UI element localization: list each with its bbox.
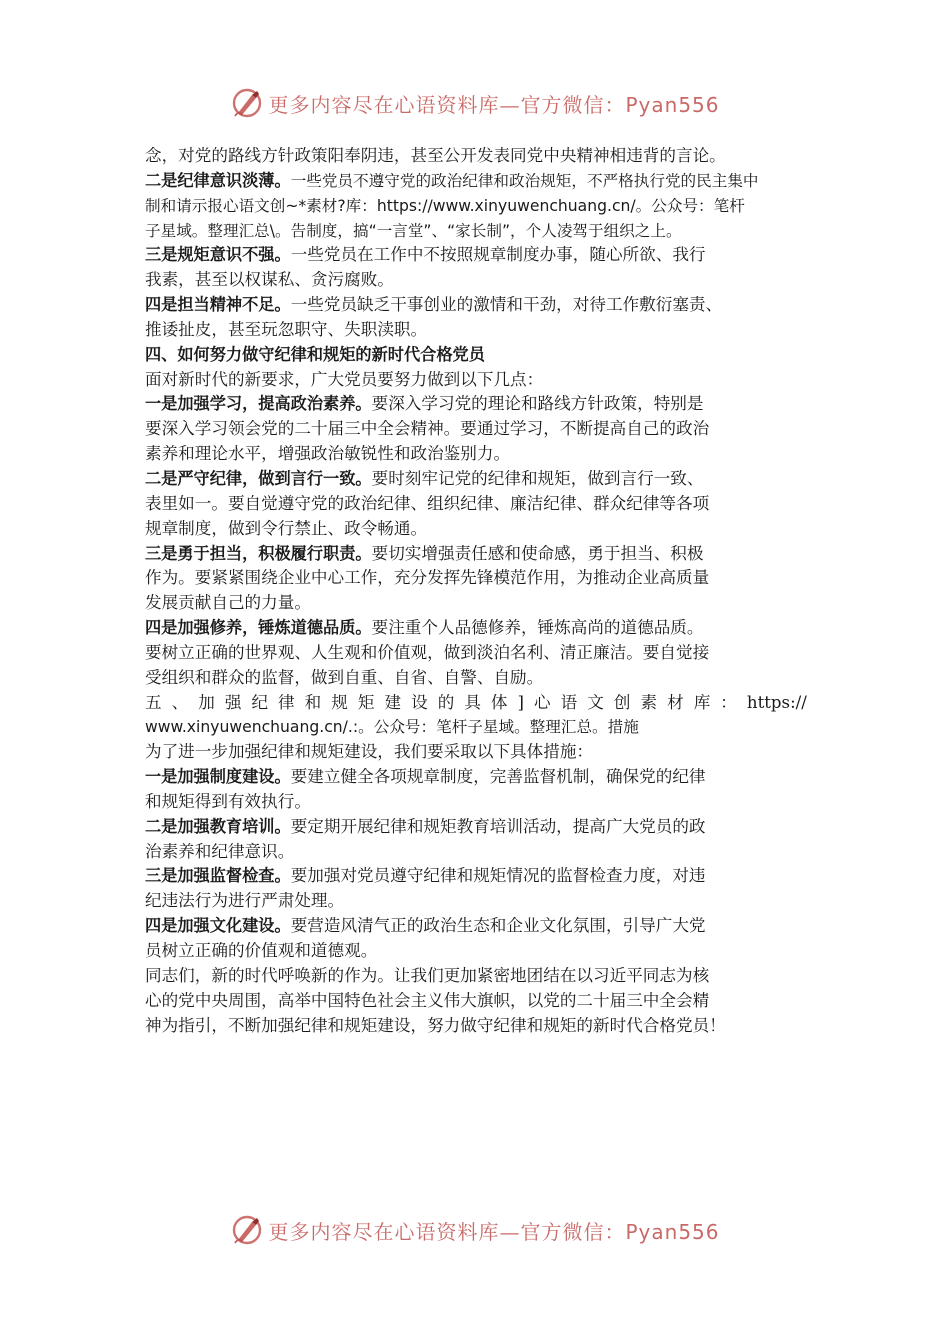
body-text: 创 (613, 692, 631, 712)
body-text: 、 (171, 692, 189, 712)
text-line (145, 442, 807, 467)
body-text: 体 (490, 692, 508, 712)
watermark-text-cn: 更多内容尽在心语资料库—官方微信： (268, 1219, 626, 1244)
text-line (145, 318, 807, 343)
text-line (145, 542, 807, 567)
body-text: 心 (534, 692, 551, 712)
document-body (145, 144, 807, 1038)
body-text: 具 (464, 692, 481, 712)
text-line (145, 417, 807, 442)
text-line (145, 790, 807, 815)
watermark-text (268, 1216, 719, 1245)
body-text: 念，对党的路线方针政策阳奉阴违，甚至公开发表同党中央精神相违背的言论。 (145, 146, 726, 165)
body-text: 素养和理论水平，增强政治敏锐性和政治鉴别力。 (145, 444, 511, 464)
body-text: 要深入学习党的理论和路线方针政策，特别是 (371, 394, 704, 414)
body-text: 要树立正确的世界观、人生观和价值观，做到淡泊名利、清正廉洁。要自觉接 (145, 642, 710, 662)
bold-heading-text: 四是加强文化建设。 (145, 916, 291, 936)
body-text: www.xinyuwenchuang.cn/.:。公众号：笔杆子星域。整理汇总。措施 (145, 718, 639, 737)
bold-heading-text: 三是勇于担当，积极履行职责。 (145, 543, 372, 563)
body-text: 面对新时代的新要求，广大党员要努力做到以下几点： (145, 369, 544, 389)
body-text: 要营造风清气正的政治生态和企业文化氛围，引导广大党 (290, 916, 706, 936)
body-text: 规章制度，做到令行禁止、政令畅通。 (145, 518, 428, 538)
bold-heading-text: 三是加强监督检查。 (145, 866, 291, 886)
body-text: 建 (384, 692, 402, 712)
body-text: 文 (587, 692, 604, 712)
body-text: 治素养和纪律意识。 (145, 841, 295, 861)
watermark-wechat-id: Pyan556 (625, 92, 720, 117)
body-text: 要加强对党员遵守纪律和规矩情况的监督检查力度，对违 (290, 866, 706, 886)
text-line (145, 368, 807, 393)
bold-heading-text: 四是担当精神不足。 (145, 295, 291, 315)
text-line (145, 641, 807, 666)
body-text: 强 (224, 692, 242, 712)
body-text: 律 (278, 692, 295, 712)
body-text: 要深入学习领会党的二十届三中全会精神。要通过学习，不断提高自己的政治 (145, 419, 710, 439)
body-text: ] (517, 692, 525, 712)
body-text: 纪 (251, 692, 269, 712)
body-text: 一些党员缺乏干事创业的激情和干劲，对待工作敷衍塞责、 (290, 295, 723, 315)
pen-nib-icon (230, 1213, 264, 1247)
header-watermark-banner (0, 83, 950, 123)
body-text: 子星域。整理汇总\。告制度，搞“一言堂”、“家长制”，个人凌驾于组织之上。 (145, 221, 682, 240)
text-line (145, 864, 807, 889)
body-text: 要时刻牢记党的纪律和规矩，做到言行一致、 (371, 468, 704, 488)
body-text: 的 (437, 692, 455, 712)
body-text: https:// (746, 692, 807, 712)
body-text: 表里如一。要自觉遵守党的政治纪律、组织纪律、廉洁纪律、群众纪律等各项 (145, 493, 710, 513)
body-text: 和 (304, 692, 322, 712)
bold-heading-text: 四是加强修养，锤炼道德品质。 (145, 618, 372, 638)
body-text: 制和请示报心语文创~*素材?库：https://www.xinyuwenchuang.cn/。公众号：笔杆 (145, 196, 745, 215)
body-text: 神为指引，不断加强纪律和规矩建设，努力做守纪律和规矩的新时代合格党员！ (145, 1015, 726, 1035)
body-text: 和规矩得到有效执行。 (145, 791, 311, 811)
text-line (145, 691, 807, 716)
body-text: 作为。要紧紧围绕企业中心工作，充分发挥先锋模范作用，为推动企业高质量 (145, 568, 710, 588)
body-text: 要注重个人品德修养，锤炼高尚的道德品质。 (371, 618, 704, 638)
pen-nib-icon (230, 86, 264, 120)
body-text: 要建立健全各项规章制度，完善监督机制，确保党的纪律 (290, 767, 706, 787)
body-text: 发展贡献自己的力量。 (145, 593, 311, 613)
text-line (145, 715, 807, 740)
text-line (145, 591, 807, 616)
text-line (145, 194, 807, 219)
body-text: 矩 (357, 692, 375, 712)
watermark-wechat-id: Pyan556 (625, 1219, 720, 1244)
footer-watermark-banner (0, 1210, 950, 1250)
text-line (145, 840, 807, 865)
text-line (145, 517, 807, 542)
watermark-text-cn: 更多内容尽在心语资料库—官方微信： (268, 92, 626, 117)
body-text: 推诿扯皮，甚至玩忽职守、失职渎职。 (145, 319, 428, 339)
body-text: 五 (145, 692, 162, 712)
bold-heading-text: 二是加强教育培训。 (145, 816, 291, 836)
text-line (145, 268, 807, 293)
bold-heading-text: 二是纪律意识淡薄。 (145, 170, 291, 190)
text-line (145, 566, 807, 591)
body-text: ： (720, 692, 737, 712)
text-line (145, 964, 807, 989)
text-line (145, 492, 807, 517)
text-line (145, 219, 807, 244)
body-text: 受组织和群众的监督，做到自重、自省、自警、自励。 (145, 667, 544, 687)
text-line (145, 467, 807, 492)
bold-heading-text: 二是严守纪律，做到言行一致。 (145, 468, 372, 488)
body-text: 材 (667, 692, 684, 712)
watermark-text (268, 89, 719, 118)
body-text: 要切实增强责任感和使命感，勇于担当、积极 (371, 543, 704, 563)
body-text: 语 (560, 692, 578, 712)
text-line (145, 144, 807, 169)
body-text: 员树立正确的价值观和道德观。 (145, 941, 378, 960)
body-text: 我素，甚至以权谋私、贪污腐败。 (145, 270, 394, 290)
body-text: 加 (198, 692, 215, 712)
text-line (145, 616, 807, 641)
body-text: 素 (640, 692, 658, 712)
bold-heading-text: 四、如何努力做守纪律和规矩的新时代合格党员 (145, 344, 485, 364)
text-line (145, 666, 807, 691)
bold-heading-text: 一是加强学习，提高政治素养。 (145, 394, 372, 414)
body-text: 库 (693, 692, 711, 712)
text-line (145, 343, 807, 368)
bold-heading-text: 一是加强制度建设。 (145, 767, 291, 787)
body-text: 纪违法行为进行严肃处理。 (145, 891, 345, 911)
text-line (145, 740, 807, 765)
text-line (145, 939, 807, 964)
body-text: 一些党员不遵守党的政治纪律和政治规矩，不严格执行党的民主集中 (290, 171, 759, 190)
body-text: 一些党员在工作中不按照规章制度办事，随心所欲、我行 (290, 245, 706, 265)
text-line (145, 765, 807, 790)
text-line (145, 1014, 807, 1039)
body-text: 设 (411, 692, 428, 712)
text-line (145, 989, 807, 1014)
text-line (145, 914, 807, 939)
body-text: 要定期开展纪律和规矩教育培训活动，提高广大党员的政 (290, 816, 706, 836)
bold-heading-text: 三是规矩意识不强。 (145, 245, 291, 265)
text-line (145, 815, 807, 840)
text-line (145, 169, 807, 194)
body-text: 规 (331, 692, 348, 712)
text-line (145, 889, 807, 914)
text-line (145, 293, 807, 318)
body-text: 同志们，新的时代呼唤新的作为。让我们更加紧密地团结在以习近平同志为核 (145, 965, 710, 985)
text-line (145, 392, 807, 417)
body-text: 心的党中央周围，高举中国特色社会主义伟大旗帜，以党的二十届三中全会精 (145, 990, 710, 1010)
body-text: 为了进一步加强纪律和规矩建设，我们要采取以下具体措施： (145, 742, 594, 762)
text-line (145, 243, 807, 268)
